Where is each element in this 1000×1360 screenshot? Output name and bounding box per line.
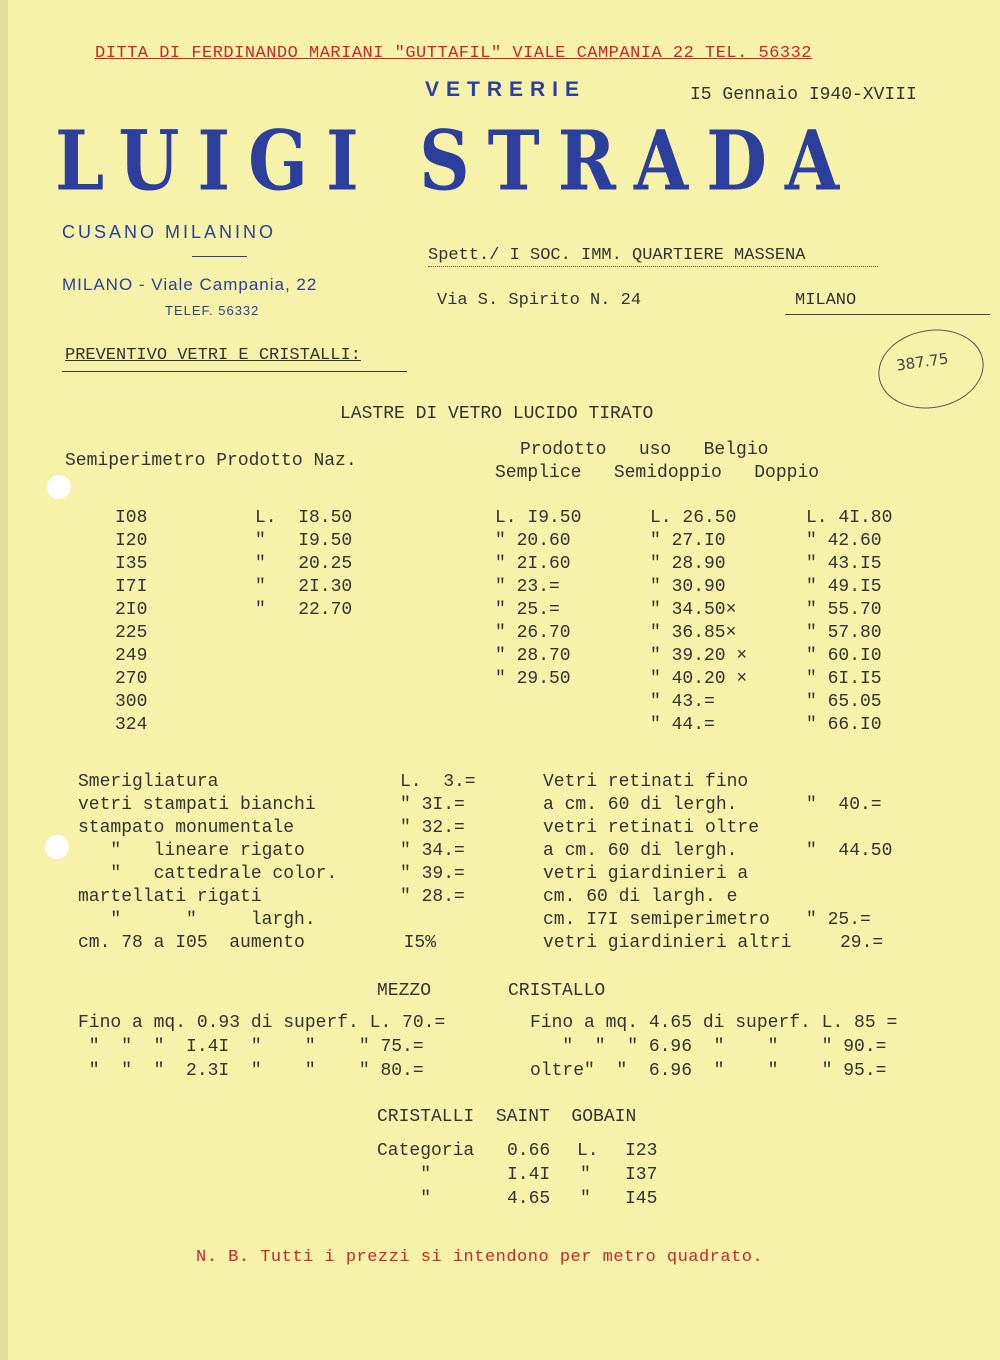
extra-right-price: " 40.= [806,795,882,815]
mezzo-title: MEZZO [377,981,432,1001]
extra-left-price: I5% [382,933,437,953]
cell-semplice: L. I9.50 [495,508,582,528]
city-rule [785,314,990,315]
table-row [0,531,1000,554]
cell-doppio: " 6I.I5 [806,669,882,689]
header-subtypes: Semplice Semidoppio Doppio [495,463,820,483]
cell-semidoppio: " 36.85× [650,623,737,643]
cell-doppio: " 65.05 [806,692,882,712]
cell-semiperimetro: 324 [115,715,148,735]
addressee-city: MILANO [795,291,857,310]
document-title: PREVENTIVO VETRI E CRISTALLI: [65,346,361,365]
table-row [0,554,1000,577]
table-row [0,715,1000,738]
cell-nazionale: " 22.70 [255,600,353,620]
table-row [0,692,1000,715]
cell-semiperimetro: I08 [115,508,148,528]
extra-left-label: martellati rigati [78,887,262,907]
cell-doppio: L. 4I.80 [806,508,893,528]
extra-right-label: vetri giardinieri a [543,864,749,884]
header-origin: Prodotto uso Belgio [520,440,769,460]
sg-label: Categoria [377,1141,475,1161]
cell-semplice: " 26.70 [495,623,571,643]
addressee-street: Via S. Spirito N. 24 [437,291,642,310]
cristallo-title: CRISTALLO [508,981,606,1001]
extra-left-label: vetri stampati bianchi [78,795,316,815]
sg-unit: L. [577,1141,599,1161]
extra-right-label: cm. 60 di largh. e [543,887,738,907]
sg-label: " [377,1165,432,1185]
sg-category: 4.65 [507,1189,551,1209]
extra-right-price: " 25.= [806,910,871,930]
sg-unit: " [580,1189,591,1209]
extra-right-label: cm. I7I semiperimetro [543,910,770,930]
cell-doppio: " 60.I0 [806,646,882,666]
cell-semiperimetro: 225 [115,623,148,643]
mezzo-row: Fino a mq. 0.93 di superf. L. 70.= [78,1013,446,1033]
mezzo-row: " " " I.4I " " " 75.= [78,1037,424,1057]
table-row [0,623,1000,646]
cell-semplice: " 25.= [495,600,560,620]
sg-price: I37 [625,1165,658,1185]
punch-hole [47,475,71,499]
addressee-line: Spett./ I SOC. IMM. QUARTIERE MASSENA [428,246,806,265]
cell-semidoppio: " 34.50× [650,600,737,620]
cell-semiperimetro: 270 [115,669,148,689]
extra-left-price: " 3I.= [400,795,465,815]
extra-right-label: Vetri retinati fino [543,772,749,792]
extra-right-label: vetri giardinieri altri [543,933,792,953]
cell-semidoppio: " 44.= [650,715,715,735]
extra-left-price: " 34.= [400,841,465,861]
cell-semiperimetro: I35 [115,554,148,574]
extra-left-label: cm. 78 a I05 aumento [78,933,305,953]
extra-right-price: 29.= [840,933,884,953]
extra-left-label: " " largh. [78,910,316,930]
vetrerie-label: VETRERIE [425,78,587,101]
sg-label: " [377,1189,432,1209]
mezzo-row: " " " 2.3I " " " 80.= [78,1061,424,1081]
cell-nazionale: " 2I.30 [255,577,353,597]
sg-unit: " [580,1165,591,1185]
cell-semiperimetro: 249 [115,646,148,666]
sg-price: I45 [625,1189,658,1209]
table-row [0,669,1000,692]
title-rule [62,371,407,372]
extra-right-label: a cm. 60 di lergh. [543,795,738,815]
cristallo-row: Fino a mq. 4.65 di superf. L. 85 = [530,1013,898,1033]
extra-left-price: " 28.= [400,887,465,907]
extra-right-label: vetri retinati oltre [543,818,760,838]
table-row [0,646,1000,669]
cell-semidoppio: " 27.I0 [650,531,726,551]
table-row [0,577,1000,600]
phone-number: TELEF. 56332 [165,303,260,318]
footnote: N. B. Tutti i prezzi si intendono per metro quadrato. [196,1248,764,1267]
cell-nazionale: " I9.50 [255,531,353,551]
town-underline [192,256,247,257]
extra-left-label: " lineare rigato [78,841,305,861]
cell-doppio: " 42.60 [806,531,882,551]
firm-line: DITTA DI FERDINANDO MARIANI "GUTTAFIL" VIALE CAMPANIA 22 TEL. 56332 [95,44,813,63]
cell-semidoppio: " 40.20 × [650,669,748,689]
extra-left-label: Smerigliatura [78,772,219,792]
saint-gobain-title: CRISTALLI SAINT GOBAIN [377,1107,637,1127]
punch-hole [45,835,69,859]
cell-semidoppio: " 30.90 [650,577,726,597]
cell-semplice: " 29.50 [495,669,571,689]
cell-semidoppio: L. 26.50 [650,508,737,528]
cell-semplice: " 23.= [495,577,560,597]
cell-doppio: " 55.70 [806,600,882,620]
cell-semidoppio: " 43.= [650,692,715,712]
section-title: LASTRE DI VETRO LUCIDO TIRATO [340,404,654,424]
cell-semplice: " 20.60 [495,531,571,551]
cell-doppio: " 66.I0 [806,715,882,735]
extra-left-label: stampato monumentale [78,818,295,838]
cell-nazionale: L. I8.50 [255,508,353,528]
cristallo-row: " " " 6.96 " " " 90.= [530,1037,887,1057]
cell-semiperimetro: I7I [115,577,148,597]
extra-left-label: " cattedrale color. [78,864,338,884]
cell-semiperimetro: 2I0 [115,600,148,620]
sg-price: I23 [625,1141,658,1161]
cell-doppio: " 43.I5 [806,554,882,574]
city-address: MILANO - Viale Campania, 22 [62,275,318,294]
handwritten-total: 387.75 [895,349,950,375]
cell-semiperimetro: I20 [115,531,148,551]
extra-left-price: L. 3.= [400,772,476,792]
header-semiperimetro: Semiperimetro Prodotto Naz. [65,451,357,471]
extra-right-label: a cm. 60 di lergh. [543,841,738,861]
sg-category: I.4I [507,1165,551,1185]
addressee-rule [428,266,878,267]
table-row [0,600,1000,623]
cell-semidoppio: " 28.90 [650,554,726,574]
brand-logo: LUIGI STRADA [55,111,858,210]
town-label: CUSANO MILANINO [62,222,277,242]
cell-semplice: " 2I.60 [495,554,571,574]
cell-doppio: " 49.I5 [806,577,882,597]
letter-date: I5 Gennaio I940-XVIII [690,85,917,105]
cell-doppio: " 57.80 [806,623,882,643]
cell-semidoppio: " 39.20 × [650,646,748,666]
cell-nazionale: " 20.25 [255,554,353,574]
sg-category: 0.66 [507,1141,551,1161]
table-row [0,508,1000,531]
cell-semplice: " 28.70 [495,646,571,666]
extra-right-price: " 44.50 [806,841,893,861]
cell-semiperimetro: 300 [115,692,148,712]
cristallo-row: oltre" " 6.96 " " " 95.= [530,1061,887,1081]
extra-left-price: " 39.= [400,864,465,884]
extra-left-price: " 32.= [400,818,465,838]
